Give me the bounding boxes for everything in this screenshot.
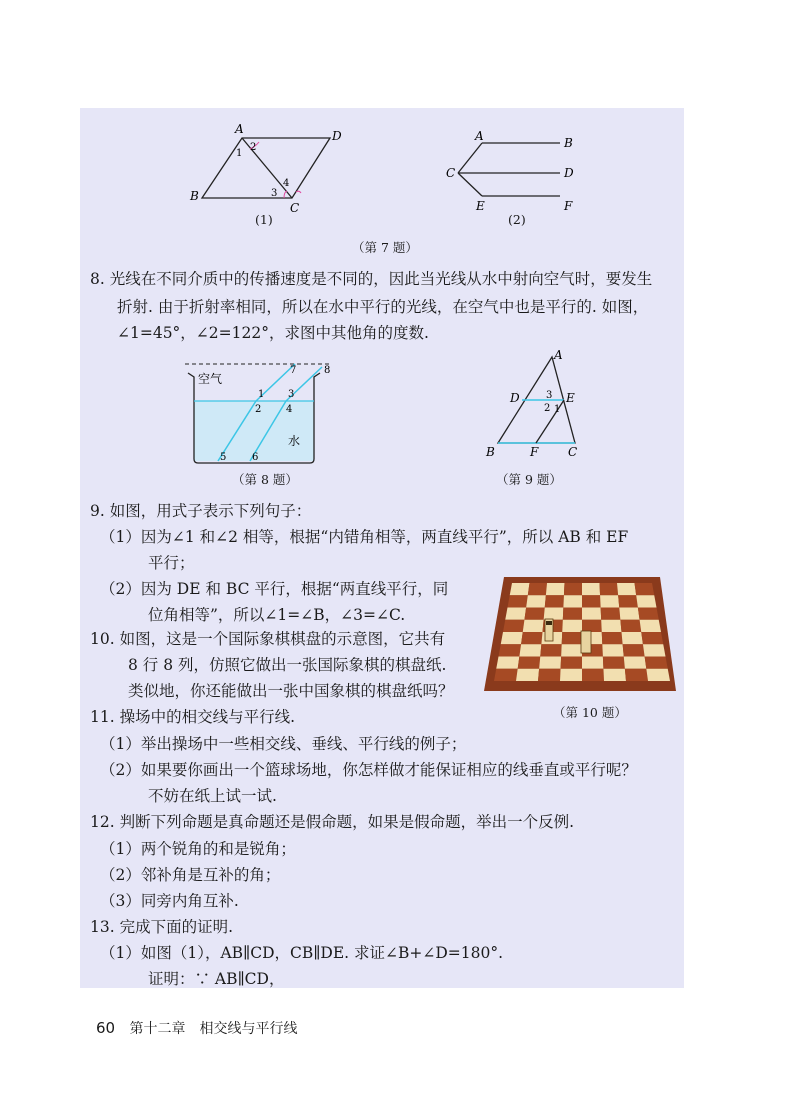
- board-square: [601, 620, 621, 632]
- label-2: 2: [250, 142, 257, 153]
- white-piece-2: [581, 631, 591, 653]
- label-b9: B: [486, 445, 495, 459]
- page-footer: [96, 1018, 298, 1038]
- board-square: [496, 657, 519, 669]
- board-square: [622, 632, 643, 644]
- angle-1: 1: [554, 404, 561, 415]
- angle-4-mark: [296, 191, 301, 193]
- board-square: [643, 644, 666, 656]
- board-square: [638, 608, 659, 620]
- board-square: [602, 644, 623, 656]
- board-square: [625, 669, 648, 681]
- label-b: B: [190, 189, 199, 203]
- q13-proof: 证明：∵ AB∥CD，: [148, 970, 285, 988]
- board-square: [508, 595, 528, 607]
- board-square: [503, 620, 524, 632]
- board-square: [603, 657, 625, 669]
- board-square: [602, 632, 623, 644]
- board-square: [582, 583, 600, 595]
- board-square: [518, 657, 541, 669]
- water-label: 水: [288, 434, 301, 448]
- q12-line1: 12. 判断下列命题是真命题还是假命题，如果是假命题，举出一个反例.: [90, 813, 575, 831]
- q11-p2a: （2）如果要你画出一个篮球场地，你怎样做才能保证相应的线垂直或平行呢？: [100, 761, 637, 779]
- fig9-caption: （第 9 题）: [496, 472, 562, 487]
- q9-p1b: 平行；: [148, 554, 195, 572]
- board-square: [505, 608, 526, 620]
- figure-7-2: [440, 118, 600, 213]
- board-square: [601, 608, 621, 620]
- q8-line3: ∠1=45°，∠2=122°，求图中其他角的度数.: [117, 324, 429, 342]
- board-square: [521, 632, 542, 644]
- q9-p2b: 位角相等”，所以∠1=∠B，∠3=∠C.: [148, 606, 406, 624]
- label-a9: A: [554, 348, 563, 362]
- board-square: [582, 620, 602, 632]
- fig8-caption: （第 8 题）: [232, 472, 298, 487]
- q12-p1: （1）两个锐角的和是锐角；: [100, 840, 296, 858]
- q8-line1: 8. 光线在不同介质中的传播速度是不同的，因此当光线从水中射向空气时，要发生: [90, 270, 653, 288]
- label-e2: E: [476, 199, 485, 213]
- label-d9: D: [510, 391, 520, 405]
- q11-p2b: 不妨在纸上试一试.: [148, 787, 277, 805]
- board-square: [582, 657, 603, 669]
- board-square: [560, 669, 582, 681]
- page-number: 60: [96, 1019, 116, 1037]
- num-7: 7: [290, 365, 297, 376]
- board-square: [564, 583, 582, 595]
- label-1: 1: [236, 148, 243, 159]
- num-5: 5: [220, 452, 227, 463]
- board-square: [546, 583, 565, 595]
- piece-crown: [546, 621, 552, 625]
- q12-p2: （2）邻补角是互补的角；: [100, 866, 281, 884]
- chapter-title: 第十二章 相交线与平行线: [129, 1021, 298, 1037]
- board-square: [618, 595, 638, 607]
- fig10-caption: （第 10 题）: [553, 705, 627, 720]
- board-square: [603, 669, 626, 681]
- label-e9: E: [566, 391, 575, 405]
- q10-line2: 8 行 8 列，仿照它做出一张国际象棋的棋盘纸.: [128, 656, 447, 674]
- label-3: 3: [271, 188, 278, 199]
- q8-line2: 折射. 由于折射率相同，所以在水中平行的光线，在空气中也是平行的. 如图，: [117, 298, 649, 316]
- num-3: 3: [288, 389, 295, 400]
- board-square: [582, 595, 601, 607]
- board-square: [563, 608, 582, 620]
- angle-3: 3: [546, 390, 553, 401]
- label-f9: F: [530, 445, 539, 459]
- board-square: [563, 595, 582, 607]
- figure-9-triangle: [480, 345, 590, 465]
- q11-line1: 11. 操场中的相交线与平行线.: [90, 708, 296, 726]
- board-square: [646, 669, 670, 681]
- board-square: [501, 632, 523, 644]
- board-square: [640, 620, 661, 632]
- board-square: [645, 657, 668, 669]
- num-4: 4: [286, 404, 293, 415]
- num-6: 6: [252, 452, 259, 463]
- parallelogram-abcd: [202, 138, 330, 198]
- board-square: [600, 595, 619, 607]
- board-square: [635, 583, 655, 595]
- q9-p2a: （2）因为 DE 和 BC 平行，根据“两直线平行，同: [100, 580, 449, 598]
- label-4: 4: [283, 178, 290, 189]
- board-square: [528, 583, 547, 595]
- board-square: [641, 632, 663, 644]
- q11-p1: （1）举出操场中一些相交线、垂线、平行线的例子；: [100, 735, 467, 753]
- q13-p1: （1）如图（1），AB∥CD，CB∥DE. 求证∠B+∠D=180°.: [100, 944, 504, 962]
- board-square: [600, 583, 619, 595]
- q9-p1a: （1）因为∠1 和∠2 相等，根据“内错角相等，两直线平行”，所以 AB 和 EF: [100, 528, 629, 546]
- board-square: [494, 669, 518, 681]
- board-square: [540, 644, 561, 656]
- board-square: [636, 595, 656, 607]
- board-square: [582, 608, 601, 620]
- board-square: [561, 657, 582, 669]
- label-c9: C: [568, 445, 578, 459]
- label-d2: D: [564, 166, 574, 180]
- label-a: A: [235, 122, 244, 136]
- board-square: [561, 644, 582, 656]
- board-square: [545, 595, 564, 607]
- board-square: [499, 644, 522, 656]
- q13-line1: 13. 完成下面的证明.: [90, 918, 234, 936]
- num-8: 8: [324, 365, 331, 376]
- fig7-sub1: (1): [255, 212, 273, 227]
- q12-p3: （3）同旁内角互补.: [100, 892, 239, 910]
- air-label: 空气: [198, 372, 223, 386]
- board-square: [619, 608, 639, 620]
- fig7-caption: （第 7 题）: [352, 240, 418, 255]
- label-d: D: [332, 129, 342, 143]
- board-square: [624, 657, 647, 669]
- board-square: [539, 657, 561, 669]
- figure-8-beaker: [180, 355, 350, 467]
- board-square: [562, 632, 582, 644]
- board-square: [538, 669, 561, 681]
- board-square: [523, 620, 544, 632]
- board-square: [519, 644, 541, 656]
- num-2: 2: [255, 404, 262, 415]
- board-square: [510, 583, 530, 595]
- label-a2: A: [475, 129, 484, 143]
- q10-line1: 10. 如图，这是一个国际象棋棋盘的示意图，它共有: [90, 630, 446, 648]
- board-square: [582, 669, 604, 681]
- q10-line3: 类似地，你还能做出一张中国象棋的棋盘纸吗？: [128, 682, 454, 700]
- q9-line1: 9. 如图，用式子表示下列句子：: [90, 502, 312, 520]
- label-b2: B: [564, 136, 573, 150]
- board-square: [544, 608, 564, 620]
- board-square: [524, 608, 544, 620]
- board-square: [526, 595, 546, 607]
- board-square: [516, 669, 539, 681]
- board-square: [623, 644, 645, 656]
- num-1: 1: [258, 389, 265, 400]
- label-c: C: [290, 201, 300, 215]
- label-c2: C: [446, 166, 456, 180]
- board-square: [562, 620, 582, 632]
- fig7-sub2: (2): [508, 212, 526, 227]
- chessboard-photo: [482, 573, 678, 695]
- angle-2: 2: [544, 403, 551, 414]
- board-square: [617, 583, 636, 595]
- label-f2: F: [564, 199, 573, 213]
- board-square: [620, 620, 641, 632]
